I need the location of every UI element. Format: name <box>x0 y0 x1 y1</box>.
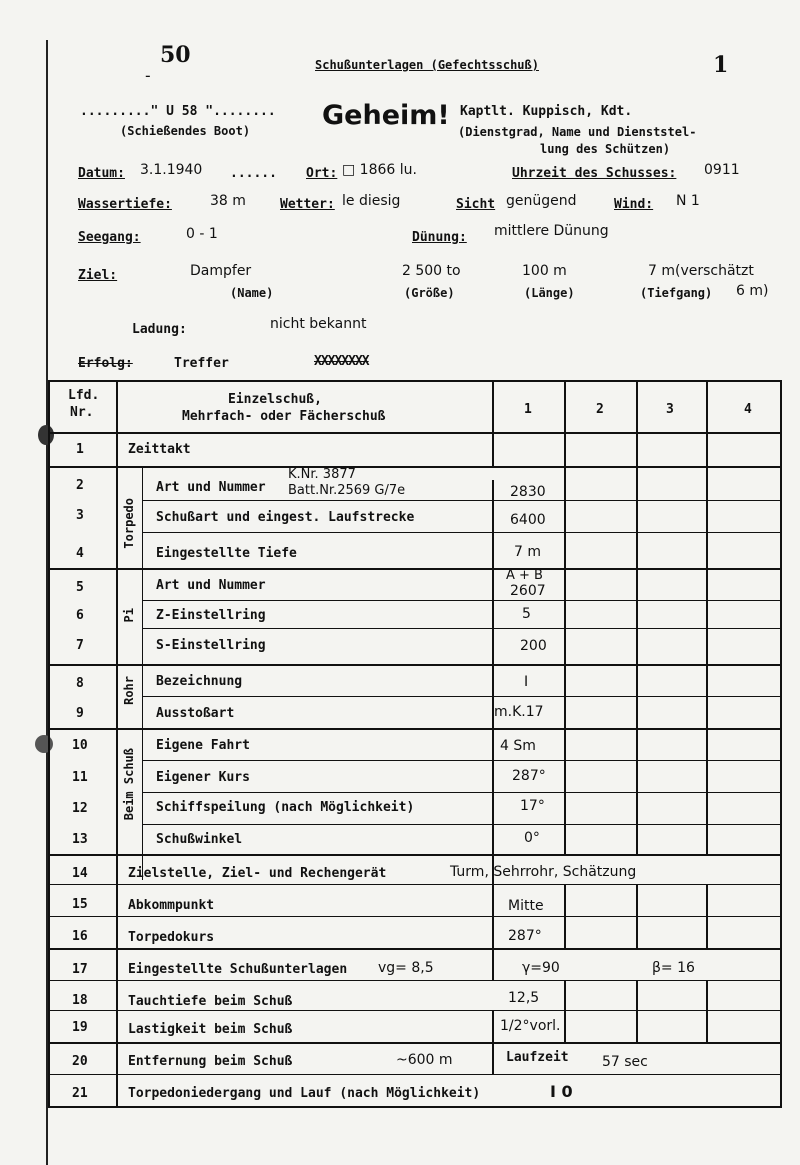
shooter-label-2: lung des Schützen) <box>540 142 671 156</box>
vline <box>636 980 638 1044</box>
battery-number: Batt.Nr.2569 G/7e <box>288 483 406 498</box>
row-nr: 15 <box>72 897 88 912</box>
row-nr: 12 <box>72 801 88 816</box>
vline <box>706 980 708 1044</box>
value-17-beta: β= 16 <box>652 960 695 976</box>
vline <box>492 480 494 980</box>
row-label: Zielstelle, Ziel- und Rechengerät <box>128 866 387 881</box>
ziel-tiefgang: 7 m(verschätzt <box>648 263 754 279</box>
row-nr: 5 <box>76 580 84 595</box>
row-nr: 4 <box>76 546 84 561</box>
group-beim-schuss: Beim Schuß <box>122 748 136 821</box>
value-5: 2607 <box>510 583 546 599</box>
row-label: Bezeichnung <box>156 674 243 689</box>
row-label: S-Einstellring <box>156 638 266 653</box>
value-20-dist: ~600 m <box>396 1052 453 1068</box>
datum-label: Datum: <box>78 166 125 181</box>
row-nr: 16 <box>72 929 88 944</box>
row-nr: 20 <box>72 1054 88 1069</box>
vline <box>780 380 782 1108</box>
row-nr: 18 <box>72 993 88 1008</box>
hline <box>48 854 782 856</box>
row-nr: 10 <box>72 738 88 753</box>
value-11: 287° <box>512 768 546 784</box>
row-label: Eingestellte Schußunterlagen <box>128 962 348 977</box>
col-head-2: 2 <box>596 402 604 417</box>
seegang-label: Seegang: <box>78 230 141 245</box>
row-label: Entfernung beim Schuß <box>128 1054 293 1069</box>
row-label: Abkommpunkt <box>128 898 215 913</box>
page-number: 50 <box>160 42 191 68</box>
group-pi: Pi <box>122 608 136 623</box>
row-nr: 1 <box>76 442 84 457</box>
row-label: Eingestellte Tiefe <box>156 546 297 561</box>
vline <box>492 1042 494 1074</box>
hline <box>48 380 782 382</box>
head-nr-2: Nr. <box>70 405 94 420</box>
hline <box>48 728 782 730</box>
value-7: 200 <box>520 638 547 654</box>
col-head-3: 3 <box>666 402 674 417</box>
torpedo-number: K.Nr. 3877 <box>288 467 356 482</box>
hline <box>48 432 782 434</box>
laufzeit-value: 57 sec <box>602 1054 648 1070</box>
secret-stamp: Geheim! <box>322 100 450 131</box>
value-12: 17° <box>520 798 545 814</box>
ziel-label: Ziel: <box>78 268 118 283</box>
wassertiefe-label: Wassertiefe: <box>78 197 172 212</box>
ort-value: □ 1866 lu. <box>342 162 417 178</box>
shooter-value: Kaptlt. Kuppisch, Kdt. <box>460 104 633 119</box>
shooter-label-1: (Dienstgrad, Name und Dienststel- <box>458 125 697 139</box>
hline <box>48 1042 782 1044</box>
row-label: Art und Nummer <box>156 480 266 495</box>
row-label: Torpedoniedergang und Lauf (nach Möglichkeit) <box>128 1086 481 1101</box>
head-desc-2: Mehrfach- oder Fächerschuß <box>182 409 386 424</box>
value-17-gamma: γ=90 <box>522 960 560 976</box>
row-label: Schußwinkel <box>156 832 243 847</box>
hline <box>142 696 782 697</box>
vline <box>564 380 566 854</box>
col-head-1: 1 <box>524 402 532 417</box>
wind-label: Wind: <box>614 197 654 212</box>
vline <box>142 468 143 880</box>
datum-value: 3.1.1940 <box>140 162 203 178</box>
row-label: Torpedokurs <box>128 930 215 945</box>
hline <box>48 980 782 981</box>
value-15: Mitte <box>508 898 544 914</box>
value-16: 287° <box>508 928 542 944</box>
head-nr-1: Lfd. <box>68 388 100 403</box>
group-torpedo: Torpedo <box>122 498 136 549</box>
hline <box>142 532 782 533</box>
value-4: 7 m <box>514 544 541 560</box>
row-nr: 6 <box>76 608 84 623</box>
hline <box>142 500 782 501</box>
ziel-groesse: 2 500 to <box>402 263 461 279</box>
hline <box>48 568 782 570</box>
head-desc-1: Einzelschuß, <box>228 392 322 407</box>
row-nr: 17 <box>72 962 88 977</box>
vline <box>492 1010 494 1042</box>
sheet-number: 1 <box>713 52 729 78</box>
header-title: Schußunterlagen (Gefechtsschuß) <box>315 58 539 72</box>
erfolg-value: Treffer <box>174 356 229 371</box>
datum-dots: ...... <box>230 166 277 181</box>
hline <box>48 664 782 666</box>
row-nr: 13 <box>72 832 88 847</box>
wetter-value: le diesig <box>342 193 401 209</box>
ziel-name-label: (Name) <box>230 286 274 300</box>
hline <box>142 792 782 793</box>
value-14: Turm, Sehrrohr, Schätzung <box>450 864 637 880</box>
hline <box>48 466 782 468</box>
wetter-label: Wetter: <box>280 197 335 212</box>
row-nr: 21 <box>72 1086 88 1101</box>
wind-value: N 1 <box>676 193 700 209</box>
uhrzeit-value: 0911 <box>704 162 740 178</box>
duenung-value: mittlere Dünung <box>494 223 609 239</box>
value-13: 0° <box>524 830 540 846</box>
hline <box>48 1010 782 1011</box>
value-17-vg: vg= 8,5 <box>378 960 434 976</box>
ladung-label: Ladung: <box>132 322 187 337</box>
value-19: 1/2°vorl. <box>500 1018 561 1034</box>
ladung-value: nicht bekannt <box>270 316 367 332</box>
row-nr: 19 <box>72 1020 88 1035</box>
row-label: Lastigkeit beim Schuß <box>128 1022 293 1037</box>
ort-label: Ort: <box>306 166 338 181</box>
firing-data-table <box>48 380 782 1108</box>
ziel-laenge-label: (Länge) <box>524 286 575 300</box>
value-5a: A + B <box>506 568 543 583</box>
row-label: Schiffspeilung (nach Möglichkeit) <box>156 800 415 815</box>
row-nr: 3 <box>76 508 84 523</box>
row-nr: 11 <box>72 770 88 785</box>
row-label: Ausstoßart <box>156 706 235 721</box>
hline <box>142 600 782 601</box>
hline <box>142 760 782 761</box>
value-8: I <box>524 674 529 690</box>
hline <box>48 916 782 917</box>
boat-label: (Schießendes Boot) <box>120 124 251 138</box>
hline <box>48 884 782 885</box>
vline <box>564 980 566 1044</box>
vline <box>48 380 50 1108</box>
row-nr: 7 <box>76 638 84 653</box>
value-18: 12,5 <box>508 990 540 1006</box>
hline <box>142 824 782 825</box>
sicht-value: genügend <box>506 193 577 209</box>
row-label: Z-Einstellring <box>156 608 266 623</box>
duenung-label: Dünung: <box>412 230 467 245</box>
group-rohr: Rohr <box>122 676 136 705</box>
wassertiefe-value: 38 m <box>210 193 246 209</box>
seegang-value: 0 - 1 <box>186 226 218 242</box>
laufzeit-label: Laufzeit <box>506 1050 569 1065</box>
vline <box>706 380 708 854</box>
col-head-4: 4 <box>744 402 752 417</box>
value-2: 2830 <box>510 484 546 500</box>
row-nr: 8 <box>76 676 84 691</box>
row-label: Art und Nummer <box>156 578 266 593</box>
sicht-label: Sicht <box>456 197 496 212</box>
row-label: Eigener Kurs <box>156 770 250 785</box>
row-label: Schußart und eingest. Laufstrecke <box>156 510 415 525</box>
row-nr: 2 <box>76 478 84 493</box>
hline <box>48 1074 782 1075</box>
boat-name: " U 58 " <box>150 104 214 119</box>
value-9: m.K.17 <box>494 704 544 720</box>
vline <box>636 380 638 854</box>
row-nr: 14 <box>72 866 88 881</box>
boat-value: ........." U 58 "........ <box>80 104 276 119</box>
row-label: Eigene Fahrt <box>156 738 250 753</box>
ziel-tiefgang-2: 6 m) <box>736 283 769 299</box>
ziel-tiefgang-label: (Tiefgang) <box>640 286 713 300</box>
vline <box>116 380 118 1108</box>
hline <box>142 628 782 629</box>
ziel-laenge: 100 m <box>522 263 567 279</box>
hline <box>48 1106 782 1108</box>
row-nr: 9 <box>76 706 84 721</box>
value-6: 5 <box>522 606 531 622</box>
value-21: I 0 <box>550 1082 573 1101</box>
ziel-name: Dampfer <box>190 263 252 279</box>
uhrzeit-label: Uhrzeit des Schusses: <box>512 166 677 181</box>
vline <box>492 380 494 468</box>
pen-mark: - <box>143 66 153 85</box>
row-label: Zeittakt <box>128 442 191 457</box>
erfolg-struck: XXXXXXXX <box>314 354 369 369</box>
hline <box>48 948 782 950</box>
ziel-groesse-label: (Größe) <box>404 286 455 300</box>
erfolg-label: Erfolg: <box>78 356 133 371</box>
row-label: Tauchtiefe beim Schuß <box>128 994 293 1009</box>
value-3: 6400 <box>510 512 546 528</box>
value-10: 4 Sm <box>500 738 536 754</box>
